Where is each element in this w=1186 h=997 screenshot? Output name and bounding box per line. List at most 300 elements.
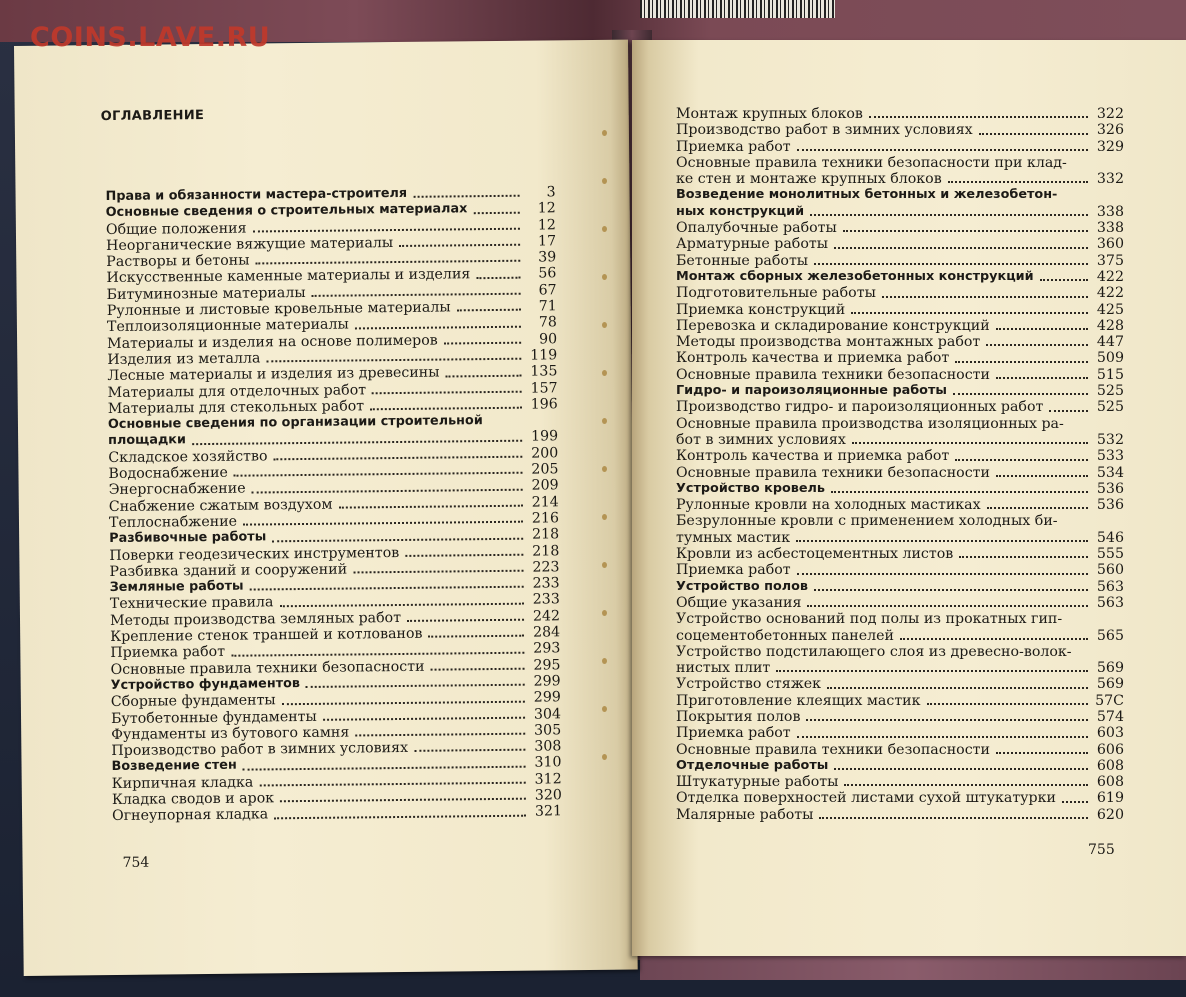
toc-entry: [676, 171, 1124, 187]
dot-leader: [399, 244, 520, 247]
toc-entry-title: Монтаж сборных железобетонных конструкций: [676, 268, 1034, 284]
toc-entry-page: 320: [534, 787, 562, 804]
toc-entry-title: Водоснабжение: [108, 464, 228, 483]
toc-entry-title: Кладка сводов и арок: [111, 790, 275, 809]
toc-entry-page: 242: [532, 608, 561, 625]
toc-entry: [676, 122, 1124, 138]
toc-entry-page: 295: [533, 656, 561, 674]
toc-entry: [676, 693, 1124, 709]
dot-leader: [413, 195, 519, 198]
toc-entry-page: 233: [532, 591, 560, 609]
dot-leader: [259, 782, 525, 787]
stitch-mark: [602, 514, 607, 520]
toc-entry-page: 329: [1096, 138, 1124, 155]
toc-entry: [676, 513, 1124, 529]
dot-leader: [852, 442, 1088, 444]
toc-heading: ОГЛАВЛЕНИЕ: [100, 108, 205, 125]
dot-leader: [473, 211, 519, 213]
toc-entry-page: 509: [1096, 350, 1124, 367]
stitch-mark: [602, 658, 607, 664]
toc-entry-title: Разбивка зданий и сооружений: [109, 561, 348, 580]
dot-leader: [955, 459, 1088, 461]
dot-leader: [953, 393, 1088, 395]
dot-leader: [796, 540, 1088, 542]
toc-entry-title: Основные правила техники безопасности: [676, 366, 990, 383]
toc-entry-page: 515: [1096, 366, 1124, 383]
toc-entry-page: 157: [530, 379, 558, 397]
toc-entry-title: Производство работ в зимних условиях: [111, 740, 409, 760]
dot-leader: [338, 505, 522, 509]
toc-entry: [676, 807, 1124, 823]
toc-entry: [676, 676, 1124, 692]
toc-entry: [676, 253, 1124, 269]
toc-entry-title: Битуминозные материалы: [106, 284, 306, 303]
toc-entry-page: 321: [534, 803, 563, 820]
toc-entry-page: 12: [537, 216, 556, 234]
toc-entry-title: Методы производства монтажных работ: [676, 334, 981, 351]
dot-leader: [444, 342, 521, 345]
toc-entry-title: Материалы и изделия на основе полимеров: [107, 332, 438, 352]
dot-leader: [996, 328, 1088, 330]
toc-entry-title: Опалубочные работы: [676, 220, 837, 237]
toc-entry-title: Производство гидро- и пароизоляционных работ: [676, 399, 1044, 416]
toc-entry: [676, 318, 1124, 334]
toc-entry-page: 67: [538, 282, 557, 299]
dot-leader: [476, 276, 520, 278]
toc-entry: [676, 399, 1124, 415]
toc-entry-title: Огнеупорная кладка: [111, 806, 269, 825]
stitch-mark: [602, 754, 607, 760]
toc-entry: [676, 611, 1124, 627]
toc-entry-page: 293: [533, 640, 561, 657]
toc-entry-page: 447: [1096, 334, 1124, 351]
dot-leader: [231, 651, 524, 656]
toc-entry-page: 326: [1096, 122, 1124, 139]
toc-entry-title: бот в зимних условиях: [676, 431, 846, 448]
toc-entry-page: 603: [1096, 725, 1124, 742]
toc-entry-page: 57С: [1095, 692, 1124, 709]
dot-leader: [272, 537, 523, 542]
dot-leader: [372, 391, 522, 395]
dot-leader: [996, 475, 1088, 477]
toc-entry-page: 338: [1096, 203, 1124, 220]
toc-entry-page: 375: [1096, 252, 1124, 269]
dot-leader: [192, 439, 522, 444]
toc-entry-page: 56: [538, 265, 557, 283]
toc-entry-page: 200: [531, 445, 559, 462]
toc-entry-title: Изделия из металла: [107, 350, 261, 369]
dot-leader: [1040, 279, 1088, 281]
toc-entry-title: Основные сведения о строительных материалах: [105, 201, 468, 221]
toc-entry-title: Бутобетонные фундаменты: [110, 708, 317, 727]
stitch-mark: [602, 562, 607, 568]
toc-entry-title: Методы производства земляных работ: [109, 609, 402, 629]
dot-leader: [979, 133, 1088, 135]
toc-entry-title: Приемка работ: [676, 138, 791, 155]
toc-entry-page: 209: [531, 477, 559, 494]
dot-leader: [834, 768, 1088, 770]
toc-entry-title: Растворы и бетоны: [106, 252, 250, 271]
toc-entry-title: Общие положения: [105, 220, 247, 238]
toc-right-list: [676, 106, 1124, 823]
toc-entry: [676, 448, 1124, 464]
dot-leader: [234, 472, 523, 477]
toc-entry-page: 532: [1096, 431, 1124, 448]
stitch-mark: [602, 466, 607, 472]
dot-leader: [948, 181, 1088, 183]
toc-entry-title: Бетонные работы: [676, 252, 809, 269]
toc-entry-title: Отделка поверхностей листами сухой штукатурки: [676, 790, 1056, 807]
toc-entry-title: Основные сведения по организации строительной: [107, 413, 483, 433]
dot-leader: [827, 687, 1088, 689]
dot-leader: [927, 703, 1089, 705]
toc-entry-page: 205: [531, 461, 559, 478]
dot-leader: [810, 214, 1088, 216]
toc-entry-page: 199: [530, 428, 559, 446]
toc-entry-page: 305: [534, 722, 562, 739]
toc-entry-title: Штукатурные работы: [676, 774, 839, 791]
toc-entry-page: 569: [1096, 660, 1124, 677]
toc-entry-page: 338: [1096, 220, 1124, 237]
toc-entry-page: 3: [546, 184, 556, 201]
toc-entry-title: Искусственные каменные материалы и изделия: [106, 266, 471, 287]
dot-leader: [869, 116, 1088, 118]
toc-entry-page: 284: [532, 624, 561, 641]
toc-entry-title: Материалы для отделочных работ: [107, 381, 367, 401]
toc-entry-page: 233: [532, 575, 560, 592]
toc-entry-title: Поверки геодезических инструментов: [109, 544, 400, 564]
toc-entry: [676, 187, 1124, 203]
dot-leader: [1062, 801, 1088, 803]
toc-entry: [676, 269, 1124, 285]
toc-entry-page: 90: [538, 331, 558, 348]
dot-leader: [776, 670, 1088, 672]
toc-entry-page: 12: [537, 200, 556, 217]
dot-leader: [797, 736, 1088, 738]
page-number-right: 755: [1088, 842, 1115, 858]
binding-stitches: [598, 120, 612, 820]
toc-entry: [676, 155, 1124, 171]
dot-leader: [819, 817, 1088, 819]
toc-entry: [676, 481, 1124, 497]
toc-entry-title: Крепление стенок траншей и котлованов: [110, 625, 423, 646]
stitch-mark: [602, 610, 607, 616]
dot-leader: [429, 635, 525, 638]
dot-leader: [882, 296, 1088, 298]
dot-leader: [353, 570, 523, 574]
toc-entry: [676, 465, 1124, 481]
toc-entry-page: 563: [1096, 594, 1124, 611]
toc-entry-page: 218: [531, 526, 560, 543]
toc-entry: [676, 334, 1124, 350]
toc-entry-title: ке стен и монтаже крупных блоков: [676, 171, 942, 188]
toc-entry-title: Малярные работы: [676, 806, 814, 823]
toc-entry-page: 299: [533, 689, 561, 706]
dot-leader: [407, 619, 524, 622]
toc-entry-title: Основные правила техники безопасности: [676, 464, 990, 481]
dot-leader: [252, 488, 523, 493]
toc-entry-title: Сборные фундаменты: [110, 692, 276, 711]
toc-entry-title: Покрытия полов: [676, 708, 801, 725]
dot-leader: [323, 716, 525, 720]
toc-entry-page: 422: [1096, 285, 1124, 302]
toc-entry-page: 312: [534, 770, 562, 788]
dot-leader: [266, 358, 521, 363]
dot-leader: [256, 260, 521, 265]
stitch-mark: [602, 274, 607, 280]
dot-leader: [280, 798, 526, 803]
toc-entry-page: 322: [1096, 106, 1124, 122]
toc-entry-page: 71: [538, 298, 557, 315]
toc-entry-title: Приемка работ: [676, 725, 791, 742]
toc-entry-title: Монтаж крупных блоков: [676, 106, 863, 122]
dot-leader: [797, 573, 1088, 575]
right-page: [632, 40, 1186, 956]
toc-entry: [676, 367, 1124, 383]
dot-leader: [312, 293, 521, 297]
dot-leader: [996, 377, 1088, 379]
toc-entry-title: Теплоизоляционные материалы: [106, 316, 349, 336]
toc-entry-title: Возведение стен: [111, 758, 237, 775]
toc-entry: [676, 644, 1124, 660]
toc-left-list: [106, 184, 563, 824]
watermark-text: COINS.LAVE.RU: [30, 22, 271, 53]
toc-entry-page: 569: [1096, 676, 1124, 693]
toc-entry: [676, 725, 1124, 741]
dot-leader: [457, 309, 521, 312]
toc-entry-title: Устройство кровель: [676, 480, 826, 496]
toc-entry-title: Материалы для стекольных работ: [107, 398, 365, 417]
toc-entry: [676, 302, 1124, 318]
toc-entry-page: 546: [1096, 529, 1124, 546]
dot-leader: [355, 733, 525, 737]
dot-leader: [274, 814, 526, 819]
dot-leader: [405, 554, 523, 557]
toc-entry-title: площадки: [108, 432, 186, 449]
stitch-mark: [602, 370, 607, 376]
toc-entry-page: 525: [1096, 383, 1124, 400]
toc-entry-title: Производство работ в зимних условиях: [676, 122, 973, 139]
toc-entry-page: 422: [1096, 268, 1124, 285]
toc-entry-page: 534: [1096, 464, 1124, 481]
toc-entry: [676, 774, 1124, 790]
toc-entry-title: Перевозка и складирование конструкций: [676, 317, 990, 334]
toc-entry: [676, 220, 1124, 236]
toc-entry-title: Отделочные работы: [676, 757, 829, 773]
dot-leader: [834, 247, 1088, 249]
left-page: [14, 40, 638, 976]
dot-leader: [306, 684, 525, 688]
dot-leader: [814, 589, 1088, 591]
toc-entry-page: 135: [530, 363, 558, 380]
dot-leader: [843, 230, 1088, 232]
toc-entry-title: Арматурные работы: [676, 236, 829, 253]
page-number-left: 754: [122, 854, 150, 871]
toc-entry: [676, 139, 1124, 155]
dot-leader: [243, 765, 526, 770]
toc-entry-title: Контроль качества и приемка работ: [676, 448, 950, 465]
toc-entry: [676, 285, 1124, 301]
toc-entry-page: 574: [1096, 708, 1124, 725]
toc-entry: [676, 758, 1124, 774]
toc-entry: [676, 236, 1124, 252]
toc-entry-page: 565: [1096, 627, 1124, 644]
toc-entry: [676, 530, 1124, 546]
toc-entry-page: 304: [533, 705, 562, 723]
dot-leader: [844, 784, 1088, 786]
toc-entry-title: Устройство полов: [676, 578, 809, 594]
toc-entry: [676, 432, 1124, 448]
toc-entry-title: Технические правила: [109, 594, 274, 613]
dot-leader: [814, 263, 1088, 265]
toc-entry-page: 620: [1096, 806, 1124, 823]
toc-entry-title: Кровли из асбестоцементных листов: [676, 546, 954, 563]
toc-entry: [112, 804, 562, 825]
barcode-label: [640, 0, 835, 18]
dot-leader: [959, 556, 1088, 558]
toc-entry-title: Неорганические вяжущие материалы: [106, 234, 394, 254]
toc-entry: [676, 579, 1124, 595]
toc-entry-title: Основные правила производства изоляционных ра-: [676, 415, 1064, 432]
dot-leader: [253, 228, 520, 233]
toc-entry: [676, 106, 1124, 122]
toc-entry-page: 536: [1096, 480, 1124, 497]
toc-entry-title: Кирпичная кладка: [111, 774, 254, 792]
toc-entry-page: 332: [1096, 171, 1124, 188]
dot-leader: [243, 521, 523, 526]
toc-entry-page: 119: [530, 347, 558, 364]
toc-entry: [676, 595, 1124, 611]
toc-entry: [676, 628, 1124, 644]
dot-leader: [370, 407, 522, 411]
dot-leader: [955, 361, 1088, 363]
dot-leader: [1049, 410, 1088, 412]
toc-entry-page: 608: [1096, 774, 1124, 791]
toc-entry-page: 428: [1096, 317, 1124, 334]
toc-entry: [676, 497, 1124, 513]
toc-entry-page: 619: [1096, 790, 1124, 807]
toc-entry-page: 196: [530, 396, 558, 413]
toc-entry-page: 223: [532, 559, 560, 576]
toc-entry: [676, 383, 1124, 399]
toc-entry-page: 425: [1096, 301, 1124, 318]
toc-entry-page: 533: [1096, 448, 1124, 465]
toc-entry-title: Основные правила техники безопасности: [676, 741, 990, 758]
toc-entry-page: 560: [1096, 562, 1124, 579]
stitch-mark: [602, 130, 607, 136]
toc-entry-title: Устройство фундаментов: [110, 675, 301, 693]
toc-entry-title: Рулонные и листовые кровельные материалы: [106, 299, 451, 320]
stitch-mark: [602, 322, 607, 328]
dot-leader: [986, 344, 1088, 346]
toc-entry-title: тумных мастик: [676, 529, 791, 546]
stitch-mark: [602, 418, 607, 424]
toc-entry: [676, 546, 1124, 562]
toc-entry-title: Земляные работы: [109, 578, 244, 596]
dot-leader: [250, 586, 524, 591]
toc-entry: [676, 350, 1124, 366]
dot-leader: [797, 149, 1088, 151]
toc-entry: [676, 709, 1124, 725]
toc-entry-title: Устройство стяжек: [676, 676, 822, 693]
toc-entry-title: Рулонные кровли на холодных мастиках: [676, 497, 981, 514]
toc-entry: [676, 562, 1124, 578]
toc-entry-title: Приемка работ: [676, 562, 791, 579]
toc-entry-title: Общие указания: [676, 594, 802, 611]
toc-entry-page: 78: [538, 314, 558, 331]
toc-entry-title: Приемка работ: [110, 644, 226, 662]
toc-entry: [676, 790, 1124, 806]
toc-entry: [676, 742, 1124, 758]
dot-leader: [280, 602, 524, 607]
toc-entry-title: нистых плит: [676, 660, 771, 677]
toc-entry-title: Устройство подстилающего слоя из древесно-волок-: [676, 643, 1072, 660]
dot-leader: [996, 752, 1088, 754]
toc-entry-title: Возведение монолитных бетонных и железобетон-: [676, 187, 1058, 203]
toc-entry-title: Лесные материалы и изделия из древесины: [107, 364, 440, 385]
toc-entry-page: 39: [538, 249, 557, 266]
toc-entry: [676, 204, 1124, 220]
toc-entry-title: соцементобетонных панелей: [676, 627, 894, 644]
dot-leader: [831, 491, 1088, 493]
dot-leader: [807, 605, 1088, 607]
stitch-mark: [602, 226, 607, 232]
dot-leader: [355, 325, 521, 329]
dot-leader: [431, 668, 525, 671]
toc-entry-page: 17: [537, 233, 557, 250]
toc-entry-page: 555: [1096, 546, 1124, 563]
toc-entry-title: Приемка конструкций: [676, 301, 846, 318]
toc-entry-page: 218: [532, 542, 560, 560]
toc-entry-title: Разбивочные работы: [109, 529, 267, 547]
toc-entry-page: 360: [1096, 236, 1124, 253]
toc-entry-page: 563: [1096, 578, 1124, 595]
dot-leader: [806, 719, 1088, 721]
toc-entry-title: Складское хозяйство: [108, 448, 268, 466]
dot-leader: [987, 507, 1088, 509]
toc-entry-title: Основные правила техники безопасности при клад-: [676, 154, 1067, 171]
toc-entry-page: 216: [531, 510, 560, 527]
toc-entry-page: 608: [1096, 757, 1124, 774]
toc-entry: [676, 416, 1124, 432]
toc-entry-title: Устройство оснований под полы из прокатных гип-: [676, 611, 1063, 628]
toc-entry: [676, 660, 1124, 676]
toc-entry-title: Фундаменты из бутового камня: [111, 724, 350, 743]
dot-leader: [414, 749, 525, 752]
toc-entry-title: Снабжение сжатым воздухом: [108, 496, 333, 515]
dot-leader: [900, 638, 1088, 640]
dot-leader: [282, 700, 525, 705]
dot-leader: [851, 312, 1088, 314]
toc-entry-page: 299: [533, 673, 561, 690]
toc-entry-page: 310: [534, 754, 562, 771]
toc-entry-title: Безрулонные кровли с применением холодных би-: [676, 513, 1058, 530]
toc-entry-title: Права и обязанности мастера-строителя: [105, 185, 408, 205]
toc-entry-title: Подготовительные работы: [676, 285, 876, 302]
toc-entry-title: Энергоснабжение: [108, 480, 246, 499]
toc-entry-title: Теплоснабжение: [108, 513, 238, 531]
toc-entry-title: ных конструкций: [676, 203, 805, 219]
stitch-mark: [602, 706, 607, 712]
dot-leader: [274, 456, 523, 461]
toc-entry-title: Контроль качества и приемка работ: [676, 350, 950, 367]
toc-entry-title: Приготовление клеящих мастик: [676, 692, 921, 709]
toc-entry-page: 214: [531, 493, 559, 511]
toc-entry-title: Основные правила техники безопасности: [110, 658, 425, 678]
stitch-mark: [602, 178, 607, 184]
toc-entry-page: 308: [534, 738, 562, 755]
toc-entry-page: 606: [1096, 741, 1124, 758]
